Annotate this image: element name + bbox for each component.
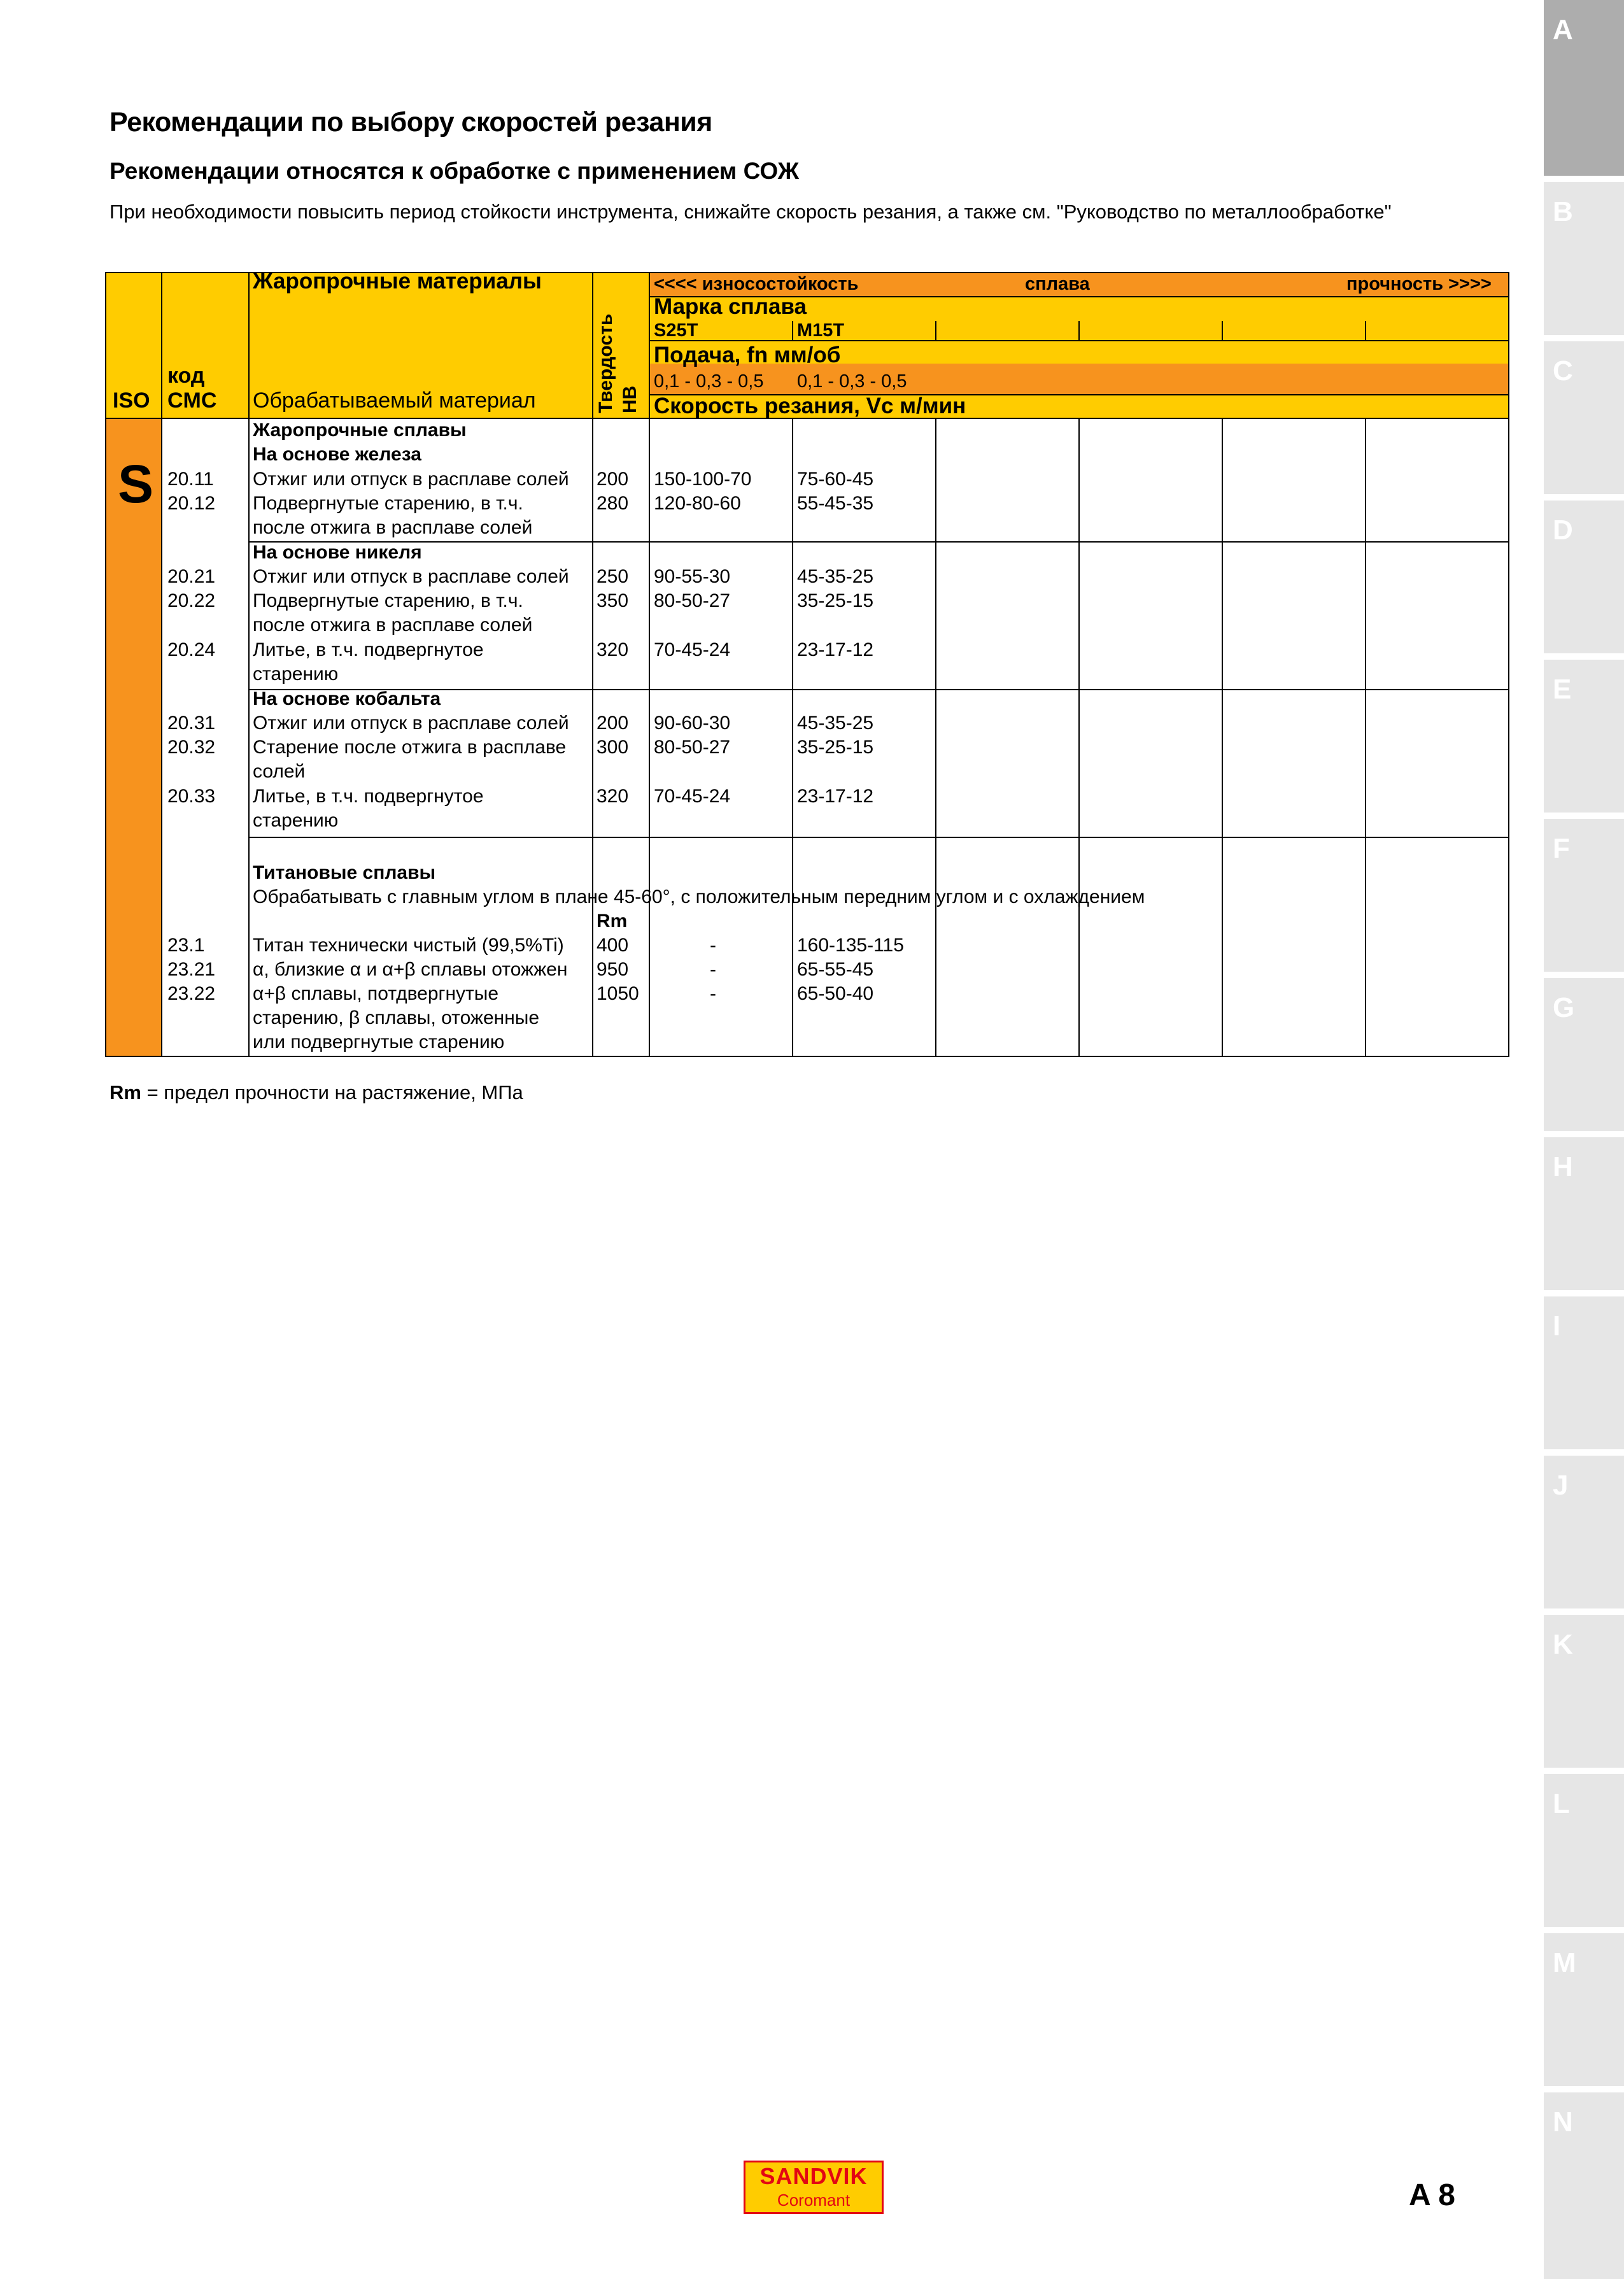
tab-i[interactable]: I [1544,1296,1624,1449]
row-material: Подвергнутые старению, в т.ч. [253,493,523,514]
row-speed-s25t: - [710,935,716,956]
row-code: 20.32 [167,737,216,758]
row-material: Отжиг или отпуск в расплаве солей [253,469,569,490]
row-material: Отжиг или отпуск в расплаве солей [253,713,569,734]
logo-line-1: SANDVIK [759,2163,868,2189]
row-speed-s25t: 70-45-24 [654,786,731,807]
tab-h[interactable]: H [1544,1137,1624,1290]
row-hardness: 1050 [597,983,639,1004]
feed-label: Подача, fn мм/об [654,343,841,367]
wear-right-label: прочность >>>> [1346,274,1492,294]
row-code: 23.1 [167,935,205,956]
row-hardness: 400 [597,935,629,956]
row-speed-m15t: 75-60-45 [797,469,874,490]
row-hardness: 350 [597,590,629,611]
row-speed-s25t: 80-50-27 [654,590,731,611]
row-code: 20.24 [167,639,216,660]
row-hardness: 200 [597,713,629,734]
grade-m15t: M15T [797,320,845,341]
wear-mid-label: сплава [1025,274,1090,294]
tab-d[interactable]: D [1544,501,1624,653]
iso-header: ISO [113,388,150,413]
logo-line-2: Coromant [777,2190,851,2210]
footnote-term: Rm [109,1081,141,1104]
section-titanium: Титановые сплавы [253,862,436,883]
row-material-cont: или подвергнутые старению [253,1032,505,1053]
row-material: Титан технически чистый (99,5%Ti) [253,935,564,956]
row-speed-m15t: 65-50-40 [797,983,874,1004]
row-code: 20.12 [167,493,216,514]
row-speed-m15t: 65-55-45 [797,959,874,980]
row-material: Литье, в т.ч. подвергнутое [253,786,484,807]
code-header-2: CMC [167,388,217,413]
section-cobalt-based: На основе кобальта [253,688,441,709]
grade-s25t: S25T [654,320,698,341]
sandvik-coromant-logo [744,2161,884,2214]
row-material: α+β сплавы, потдвергнутые [253,983,499,1004]
row-speed-s25t: 80-50-27 [654,737,731,758]
row-material: Литье, в т.ч. подвергнутое [253,639,484,660]
row-code: 20.31 [167,713,216,734]
tab-e[interactable]: E [1544,660,1624,813]
footnote-text: = предел прочности на растяжение, МПа [141,1081,523,1104]
speed-label: Скорость резания, Vc м/мин [654,394,966,418]
tab-b[interactable]: B [1544,182,1624,335]
row-material-cont: старению, β сплавы, отоженные [253,1007,540,1028]
row-hardness: 200 [597,469,629,490]
tab-f[interactable]: F [1544,819,1624,972]
row-hardness: 300 [597,737,629,758]
tab-l[interactable]: L [1544,1774,1624,1927]
row-material-cont: солей [253,761,306,782]
tab-c[interactable]: C [1544,341,1624,494]
row-speed-m15t: 23-17-12 [797,639,874,660]
group-title: Жаропрочные материалы [253,269,542,294]
row-speed-s25t: - [710,959,716,980]
row-code: 20.11 [167,469,214,490]
hardness-header-1: Твердость [595,313,616,413]
row-speed-m15t: 35-25-15 [797,737,874,758]
page-title: Рекомендации по выбору скоростей резания [109,107,712,138]
tab-g[interactable]: G [1544,978,1624,1131]
rm-label: Rm [597,911,628,932]
iso-group-letter: S [118,454,154,514]
code-header-1: код [167,364,205,388]
row-code: 20.33 [167,786,216,807]
row-speed-m15t: 45-35-25 [797,566,874,587]
row-hardness: 280 [597,493,629,514]
page-number: A 8 [1409,2178,1455,2212]
cutting-speed-table [105,269,1509,1057]
feed-m15t: 0,1 - 0,3 - 0,5 [797,371,907,392]
titanium-note: Обрабатывать с главным углом в плане 45-60°, с положительным передним углом и с охлаждением [253,886,1145,907]
material-header: Обрабатываемый материал [253,388,536,413]
row-material: Старение после отжига в расплаве [253,737,567,758]
row-speed-m15t: 23-17-12 [797,786,874,807]
row-speed-m15t: 45-35-25 [797,713,874,734]
row-code: 23.21 [167,959,216,980]
tab-j[interactable]: J [1544,1456,1624,1608]
tab-m[interactable]: M [1544,1933,1624,2086]
row-material: Подвергнутые старению, в т.ч. [253,590,523,611]
row-speed-m15t: 160-135-115 [797,935,904,956]
row-hardness: 250 [597,566,629,587]
row-speed-s25t: 150-100-70 [654,469,752,490]
row-code: 20.21 [167,566,216,587]
section-tabs [1544,0,1624,2279]
grade-label: Марка сплава [654,294,807,319]
row-speed-s25t: 90-60-30 [654,713,731,734]
feed-s25t: 0,1 - 0,3 - 0,5 [654,371,764,392]
row-code: 23.22 [167,983,216,1004]
row-speed-s25t: 90-55-30 [654,566,731,587]
section-heat-resistant: Жаропрочные сплавы [253,420,467,441]
section-iron-based: На основе железа [253,444,421,465]
row-code: 20.22 [167,590,216,611]
row-material-cont: после отжига в расплаве солей [253,614,533,635]
row-hardness: 320 [597,786,629,807]
tab-n[interactable]: N [1544,2092,1624,2279]
row-speed-m15t: 35-25-15 [797,590,874,611]
tab-k[interactable]: K [1544,1615,1624,1768]
row-speed-s25t: - [710,983,716,1004]
page-subtitle: Рекомендации относятся к обработке с применением СОЖ [109,158,800,184]
tab-a[interactable]: A [1544,0,1624,176]
row-speed-m15t: 55-45-35 [797,493,874,514]
row-hardness: 320 [597,639,629,660]
row-material: α, близкие α и α+β сплавы отожжен [253,959,568,980]
section-nickel-based: На основе никеля [253,542,422,563]
row-speed-s25t: 120-80-60 [654,493,741,514]
intro-text: При необходимости повысить период стойкости инструмента, снижайте скорость резания, а также см. "Руководство по металлообработке" [109,201,1392,223]
row-material-cont: старению [253,810,339,831]
row-material-cont: старению [253,664,339,685]
row-hardness: 950 [597,959,629,980]
wear-left-label: <<<< износостойкость [654,274,859,294]
row-material-cont: после отжига в расплаве солей [253,517,533,538]
row-speed-s25t: 70-45-24 [654,639,731,660]
footnote [109,1081,523,1104]
hardness-header-2: HB [619,385,640,413]
row-material: Отжиг или отпуск в расплаве солей [253,566,569,587]
